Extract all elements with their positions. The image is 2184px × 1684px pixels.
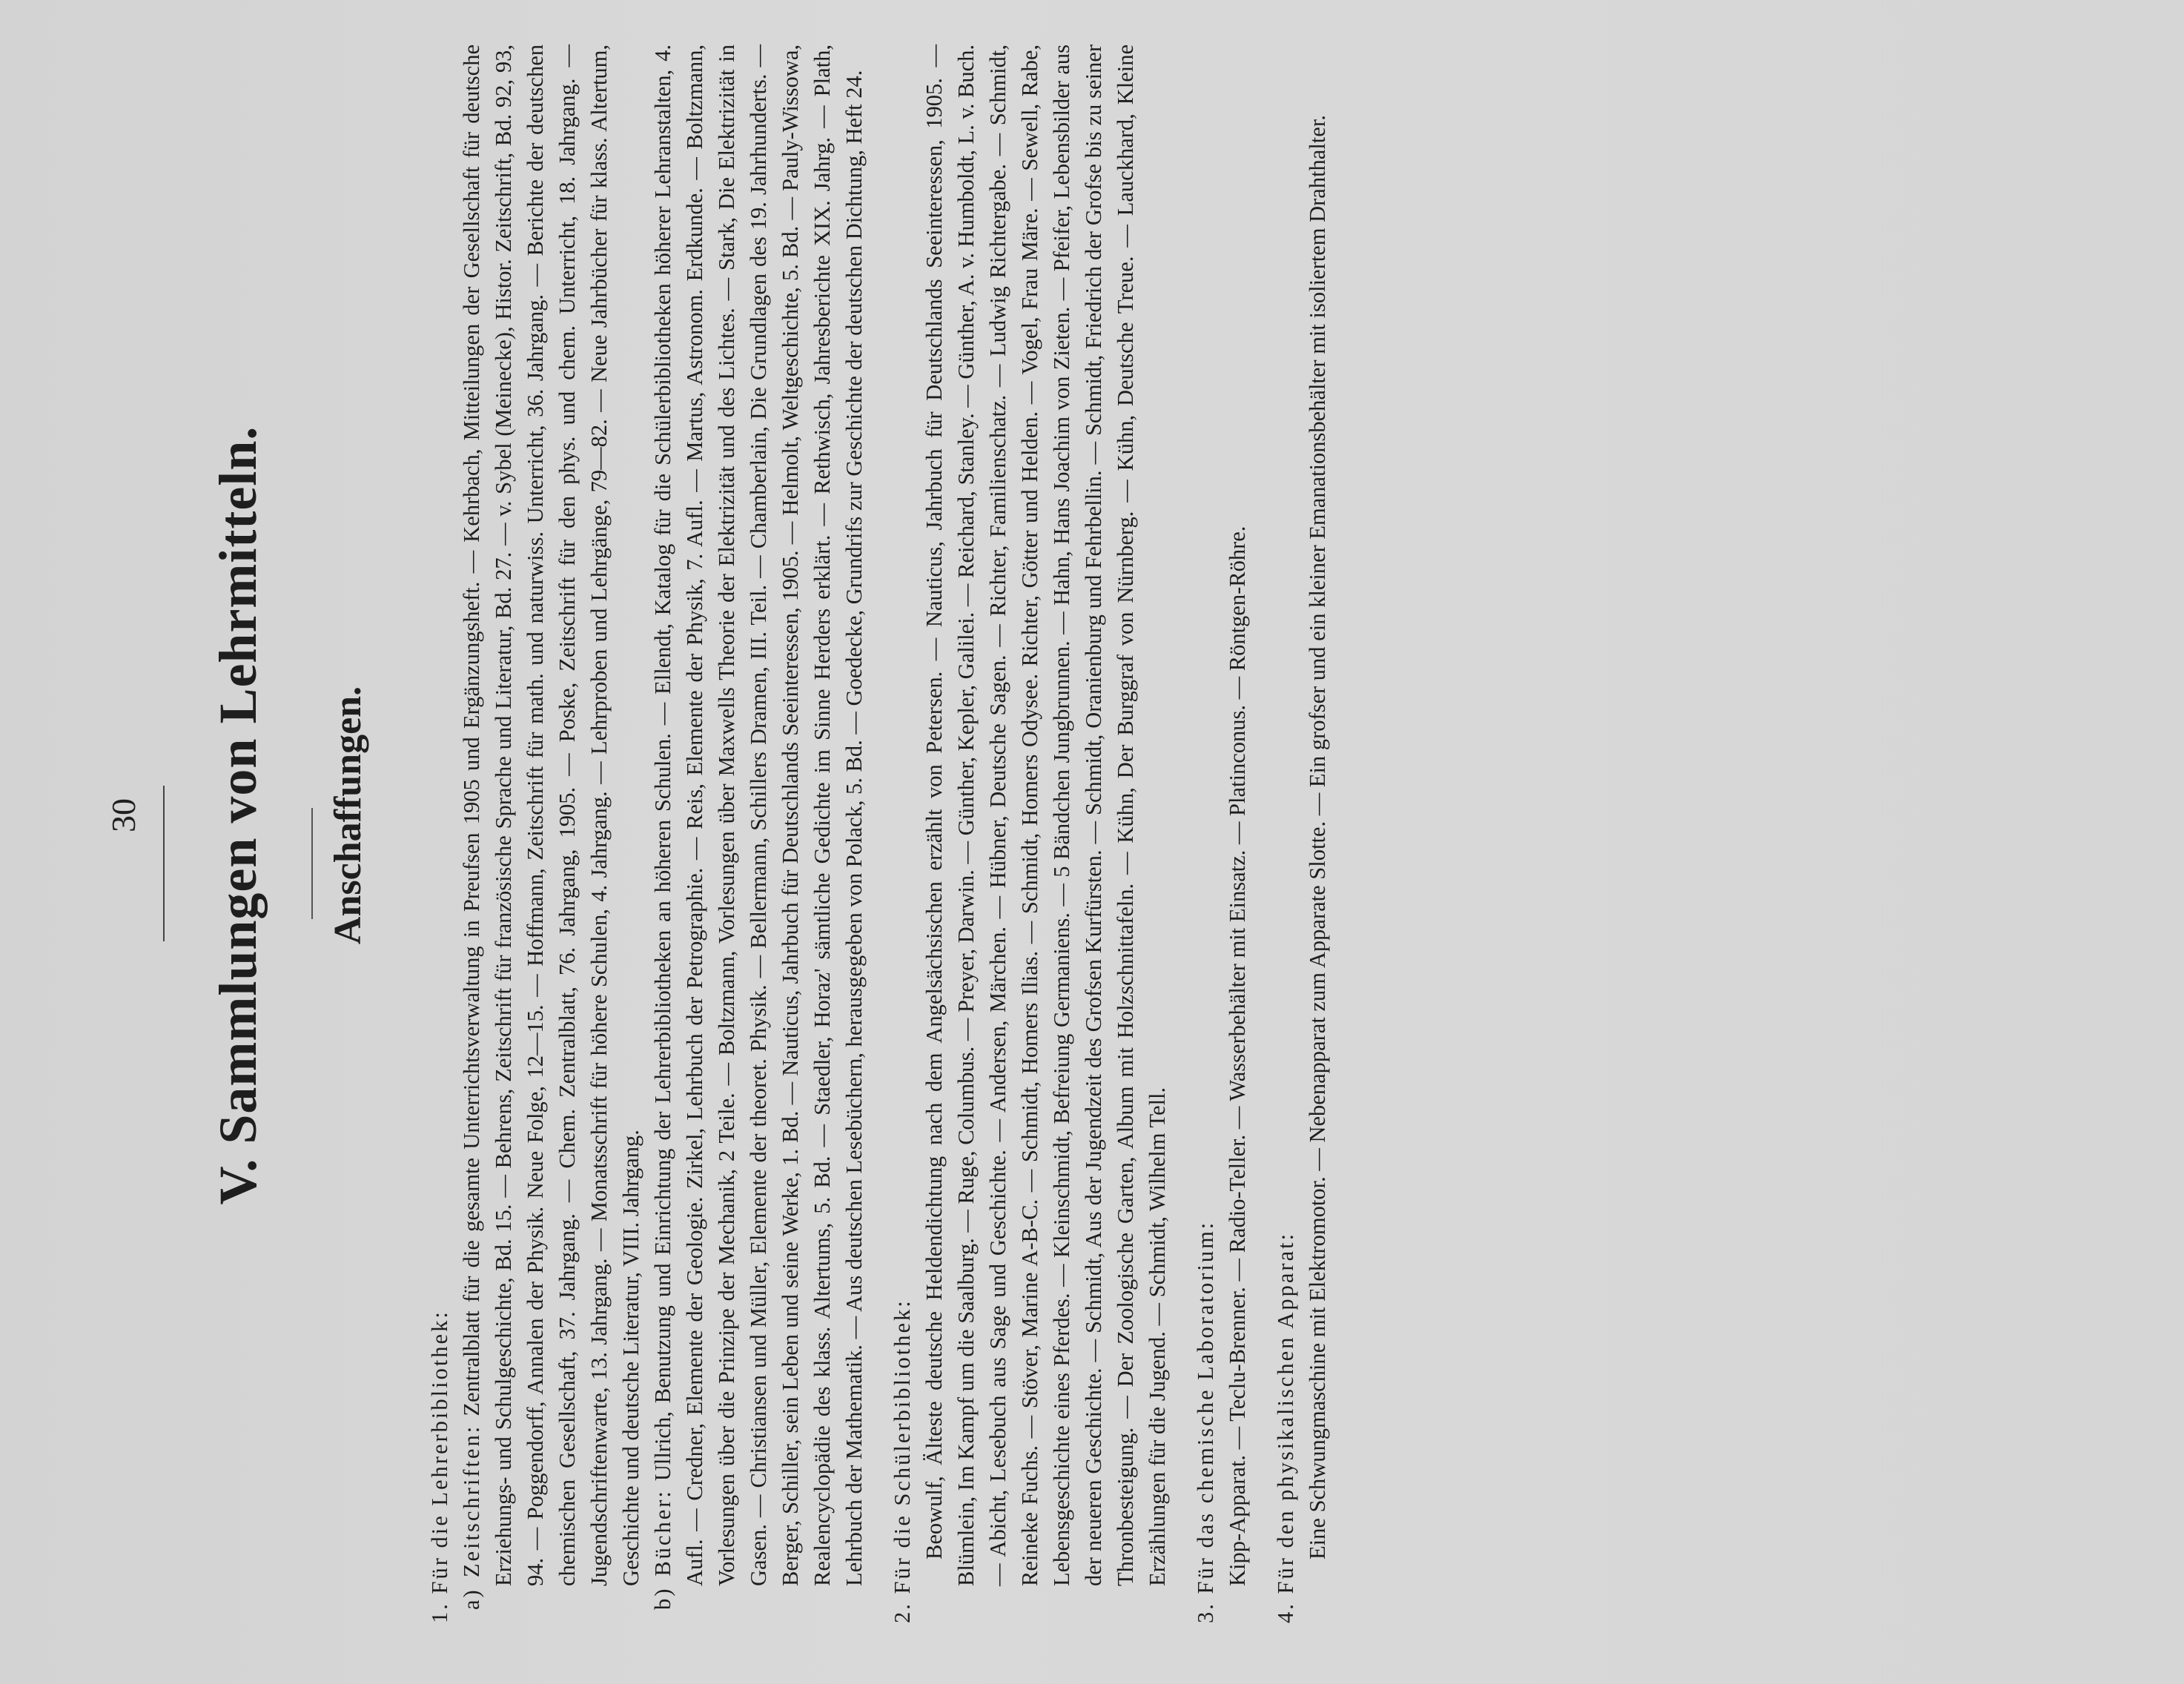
divider [311,808,313,919]
section-schuelerbibliothek [887,44,1174,1631]
paragraph-text: Zentralblatt für die gesamte Unterrichtsverwaltung in Preufsen 1905 und Ergänzungsheft. — Kehrbach, Mitteilungen der Gesellschaft für deutsche Erziehungs- und Schulgeschichte, Bd. 15. — Behrens, Zeitschrift für französische Sprache und Literatur, Bd. 27. — v. Sybel (Meinecke), Histor. Zeitschrift, Bd. 92, 93, 94. — Poggendorff, Annalen der Physik. Neue Folge, 12—15. — Hoffmann, Zeitschrift für math. und naturwiss. Unterricht, 36. Jahrgang. — Berichte der deutschen chemischen Gesellschaft, 37. Jahrgang. — Chem. Zentralblatt, 76. Jahrgang, 1905. — Poske, Zeitschrift für den phys. und chem. Unterricht, 18. Jahrgang. — Jugendschriftenwarte, 13. Jahrgang. — Monatsschrift für höhere Schulen, 4. Jahrgang. — Lehrproben und Lehrgänge, 79—82. — Neue Jahrbücher für klass. Altertum, Geschichte und deutsche Literatur, VIII. Jahrgang. [459,44,643,1586]
section-lehrerbibliothek [424,44,870,1631]
paragraph-text: Beowulf, Älteste deutsche Heldendichtung nach dem Angelsächsischen erzählt von Petersen. — Nauticus, Jahrbuch für Deutschlands Seeinteressen, 1905. — Blümlein, Im Kampf um die Saalburg. — Ruge, Columbus. — Preyer, Darwin. — Günther, Kepler, Galilei. — Reichard, Stanley. — Günther, A. v. Humboldt, L. v. Buch. — Abicht, Lesebuch aus Sage und Geschichte. — Andersen, Märchen. — Hübner, Deutsche Sagen. — Richter, Familienschatz. — Ludwig Richtergabe. — Schmidt, Reineke Fuchs. — Stöver, Marine A-B-C. — Schmidt, Homers Ilias. — Schmidt, Homers Odysee. Richter, Götter und Helden. — Vogel, Frau Märe. — Sewell, Rabe, Lebensgeschichte eines Pferdes. — Kleinschmidt, Befreiung Germaniens. — 5 Bändchen Jungbrunnen. — Hahn, Hans Joachim von Zieten. — Pfeifer, Lebensbilder aus der neueren Geschichte. — Schmidt, Aus der Jugendzeit des Grofsen Kurfürsten. — Schmidt, Oranienburg und Fehrbellin. — Schmidt, Friedrich der Grofse bis zu seiner Thronbesteigung. — Der Zoologische Garten, Album mit Holzschnittafeln. — Kühn, Der Burggraf von Nürnberg. — Kühn, Deutsche Treue. — Lauckhard, Kleine Erzählungen für die Jugend. — Schmidt, Wilhelm Tell. [921,44,1170,1586]
section-physikalischer-apparat [1270,44,1334,1631]
paragraph-zeitschriften [456,44,647,1631]
paragraph-label: a) Zeitschriften: [459,1424,484,1610]
section-heading: 1. Für die Lehrerbibliothek: [427,1310,452,1623]
paragraph-text: Kipp-Apparat. — Teclu-Brenner. — Radio-Teller. — Wasserbehälter mit Einsatz. — Platinconus. — Röntgen-Röhre. [1225,526,1250,1586]
paragraph-text: Eine Schwungmaschine mit Elektromotor. — Nebenapparat zum Apparate Slotte. — Ein grofser und ein kleiner Emanationsbehälter mit isoliertem Drahthalter. [1305,115,1330,1559]
paragraph-text: Ullrich, Benutzung und Einrichtung der Lehrerbibliotheken an höheren Schulen. — Ellendt, Katalog für die Schülerbibliotheken höherer Lehranstalten, 4. Aufl. — Credner, Elemente der Geologie. Zirkel, Lehrbuch der Petrographie. — Reis, Elemente der Physik, 7. Aufl. — Martus, Astronom. Erdkunde. — Boltzmann, Vorlesungen über die Prinzipe der Mechanik, 2 Teile. — Boltzmann, Vorlesungen über Maxwells Theorie der Elektrizität und des Lichtes. — Stark, Die Elektrizität in Gasen. — Christiansen und Müller, Elemente der theoret. Physik. — Bellermann, Schillers Dramen, III. Teil. — Chamberlain, Die Grundlagen des 19. Jahrhunderts. — Berger, Schiller, sein Leben und seine Werke, 1. Bd. — Nauticus, Jahrbuch für Deutschlands Seeinteressen, 1905. — Helmolt, Weltgeschichte, 5. Bd. — Pauly-Wissowa, Realencyclopädie des klass. Altertums, 5. Bd. — Staedler, Horaz' sämtliche Gedichte im Sinne Herders erklärt. — Rethwisch, Jahresberichte XIX. Jahrg. — Plath, Lehrbuch der Mathematik. — Aus deutschen Lesebüchern, herausgegeben von Polack, 5. Bd. — Goedecke, Grundrifs zur Geschichte der deutschen Dichtung, Heft 24. [650,44,867,1586]
page-title: V. Sammlungen von Lehrmitteln. [208,425,268,1205]
document-body [408,44,1334,1631]
paragraph-buecher [647,44,870,1631]
paragraph-label: b) Bücher: [650,1489,675,1610]
section-heading: 2. Für die Schülerbibliothek: [890,1299,915,1623]
divider [163,786,165,941]
section-heading: 3. Für das chemische Laboratorium: [1193,1220,1218,1623]
section-heading: 4. Für den physikalischen Apparat: [1273,1231,1298,1623]
section-subtitle: Anschaffungen. [327,686,369,945]
page-number: 30 [105,798,142,832]
section-chemisches-laboratorium [1190,44,1254,1631]
